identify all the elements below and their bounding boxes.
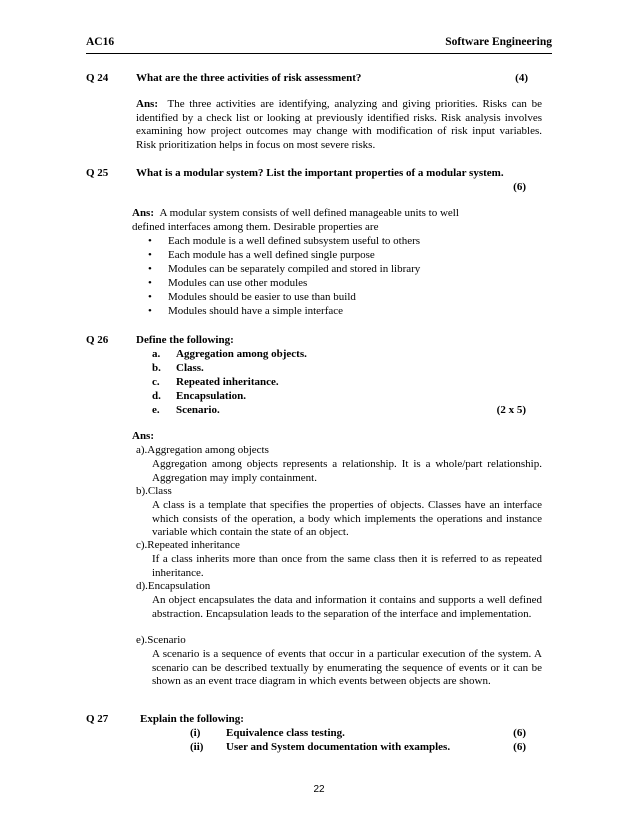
q26-item-b: b. Class.: [152, 362, 204, 374]
list-item: • Modules can be separately compiled and stored in library: [148, 263, 421, 275]
q25-number: Q 25: [86, 167, 109, 179]
list-item: • Each module is a well defined subsystem useful to others: [148, 235, 421, 247]
q26-answer-b-head: b).Class: [136, 485, 172, 497]
q26-answer-b-body: A class is a template that specifies the properties of objects. Classes have an interface which consists of the operation, a body which implements the operations and instance variable which contain the state of an object.: [152, 499, 542, 538]
q25-answer: [132, 207, 492, 234]
q26-marks: (2 x 5): [496, 404, 526, 416]
q26-number: Q 26: [86, 334, 109, 346]
q27-item-ii: (ii) User and System documentation with examples.: [190, 741, 451, 753]
q26-ans-label: Ans:: [132, 430, 155, 442]
q26-answer-a-head: a).Aggregation among objects: [136, 444, 269, 456]
q25-marks: (6): [513, 181, 526, 193]
q27-item-ii-marks: (6): [513, 741, 526, 753]
q27-item-i: (i) Equivalence class testing.: [190, 727, 345, 739]
list-item: • Modules should be easier to use than build: [148, 291, 356, 303]
q26-answer-c-body: If a class inherits more than once from the same class then it is referred to as repeated inheritance.: [152, 553, 542, 579]
q26-item-c: c. Repeated inheritance.: [152, 376, 279, 388]
q26-answer-d-body: An object encapsulates the data and information it contains and supports a well defined abstraction. Encapsulation leads to the separation of the interface and implementation.: [152, 594, 542, 620]
list-item: • Modules should have a simple interface: [148, 305, 344, 317]
q24-answer: [136, 98, 542, 152]
q26-item-d: d. Encapsulation.: [152, 390, 246, 402]
header-subject: Software Engineering: [445, 36, 552, 48]
q25-question: What is a modular system? List the important properties of a modular system.: [136, 167, 504, 179]
q24-marks: (4): [515, 72, 528, 84]
q24-number: Q 24: [86, 72, 109, 84]
running-header: [86, 36, 552, 54]
q24-ans-label: Ans:: [136, 98, 159, 110]
q26-item-a: a. Aggregation among objects.: [152, 348, 307, 360]
q25-ans-text: A modular system consists of well defined manageable units to well defined interfaces among them. Desirable properties are: [132, 207, 459, 233]
q27-question: Explain the following:: [140, 713, 244, 725]
q26-answer-d-head: d).Encapsulation: [136, 580, 211, 592]
list-item: • Each module has a well defined single purpose: [148, 249, 375, 261]
q26-answer-e-body: A scenario is a sequence of events that occur in a particular execution of the system. A scenario can be described textually by enumerating the sequence of events or it can be shown as an event trace diagram in which events between objects are shown.: [152, 648, 542, 687]
list-item: • Modules can use other modules: [148, 277, 308, 289]
q26-answer-e-head: e).Scenario: [136, 634, 186, 646]
q27-number: Q 27: [86, 713, 109, 725]
q26-question: Define the following:: [136, 334, 234, 346]
q26-answer-a-body: Aggregation among objects represents a relationship. It is a whole/part relationship. Aggregation may imply containment.: [152, 458, 542, 484]
q26-answer-c-head: c).Repeated inheritance: [136, 539, 240, 551]
page-number: 22: [313, 784, 325, 795]
q26-item-e: e. Scenario.: [152, 404, 220, 416]
q27-item-i-marks: (6): [513, 727, 526, 739]
q25-ans-label: Ans:: [132, 207, 155, 219]
q24-question: What are the three activities of risk assessment?: [136, 72, 362, 84]
q24-ans-text: The three activities are identifying, analyzing and giving priorities. Risks can be identified by a check list or looking at previously identified risks. Risk analysis involves examining how project outcomes may change with modification of risk input variables. Risk prioritization helps in focus on most severe risks.: [136, 98, 543, 151]
header-course-code: AC16: [86, 36, 115, 48]
